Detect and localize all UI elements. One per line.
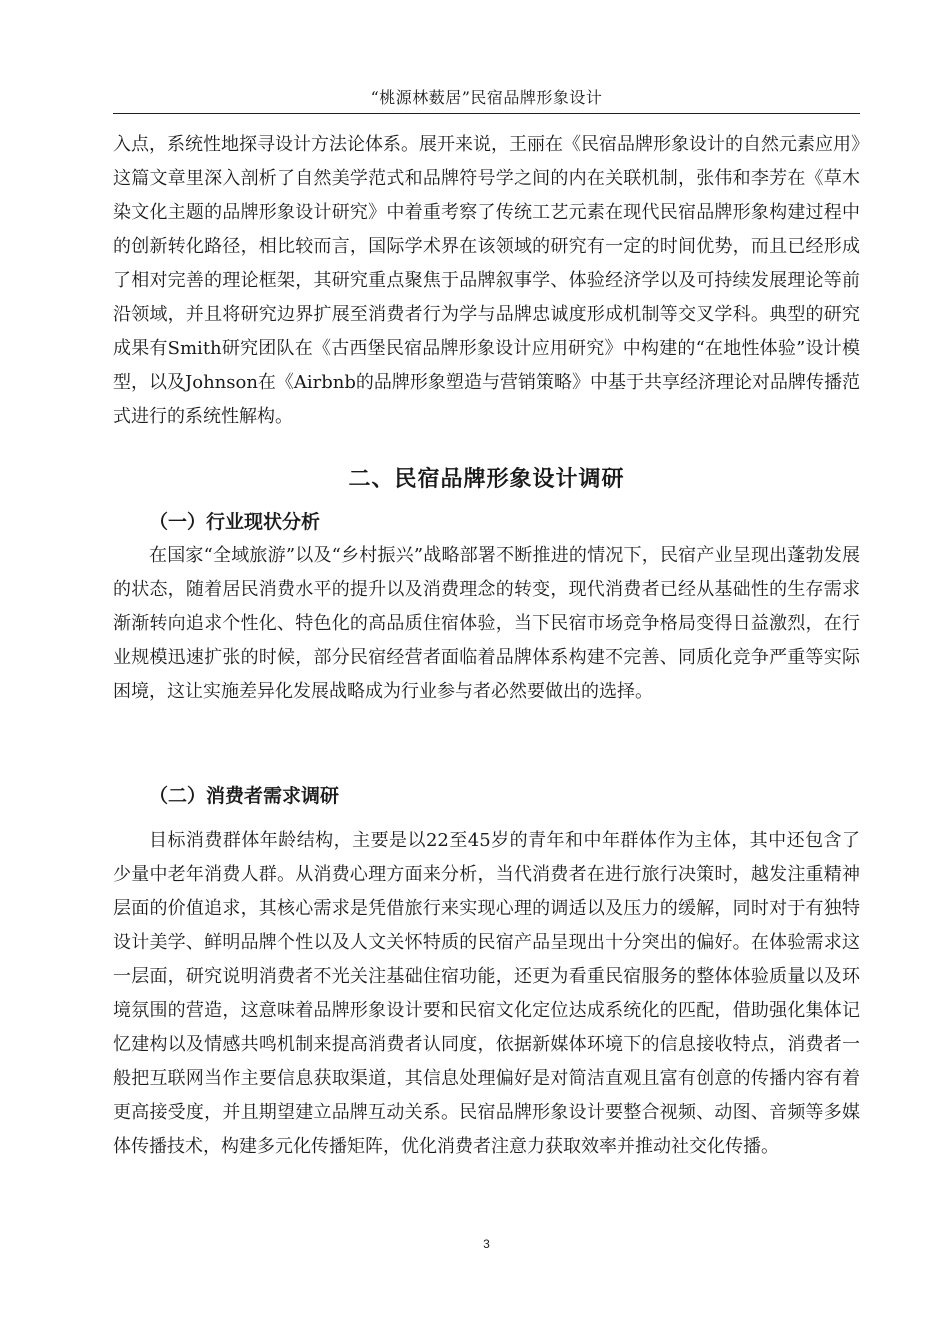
intro-paragraph: 入点，系统性地探寻设计方法论体系。展开来说，王丽在《民宿品牌形象设计的自然元素应用》这篇文章里深入剖析了自然美学范式和品牌符号学之间的内在关联机制，张伟和李芳在《草木染文化主题的品牌形象设计研究》中着重考察了传统工艺元素在现代民宿品牌形象构建过程中的创新转化路径，相比较而言，国际学术界在该领域的研究有一定的时间优势，而且已经形成了相对完善的理论框架，其研究重点聚焦于品牌叙事学、体验经济学以及可持续发展理论等前沿领域，并且将研究边界扩展至消费者行为学与品牌忠诚度形成机制等交叉学科。典型的研究成果有Smith研究团队在《古西堡民宿品牌形象设计应用研究》中构建的“在地性体验”设计模型，以及Johnson在《Airbnb的品牌形象塑造与营销策略》中基于共享经济理论对品牌传播范式进行的系统性解构。: [113, 134, 860, 427]
page-number: 3: [483, 1237, 490, 1251]
running-header-title: “桃源林薮居”民宿品牌形象设计: [370, 88, 603, 107]
subsection-heading-industry: （一）行业现状分析: [149, 511, 321, 533]
section-heading: 二、民宿品牌形象设计调研: [348, 467, 625, 492]
consumer-research-paragraph: 目标消费群体年龄结构，主要是以22至45岁的青年和中年群体作为主体，其中还包含了少量中老年消费人群。从消费心理方面来分析，当代消费者在进行旅行决策时，越发注重精神层面的价值追求，其核心需求是凭借旅行来实现心理的调适以及压力的缓解，同时对于有独特设计美学、鲜明品牌个性以及人文关怀特质的民宿产品呈现出十分突出的偏好。在体验需求这一层面，研究说明消费者不光关注基础住宿功能，还更为看重民宿服务的整体体验质量以及环境氛围的营造，这意味着品牌形象设计要和民宿文化定位达成系统化的匹配，借助强化集体记忆建构以及情感共鸣机制来提高消费者认同度，依据新媒体环境下的信息接收特点，消费者一般把互联网当作主要信息获取渠道，其信息处理偏好是对简洁直观且富有创意的传播内容有着更高接受度，并且期望建立品牌互动关系。民宿品牌形象设计要整合视频、动图、音频等多媒体传播技术，构建多元化传播矩阵，优化消费者注意力获取效率并推动社交化传播。: [113, 830, 860, 1157]
subsection-heading-consumer: （二）消费者需求调研: [149, 785, 340, 807]
industry-analysis-paragraph: 在国家“全域旅游”以及“乡村振兴”战略部署不断推进的情况下，民宿产业呈现出蓬勃发展的状态，随着居民消费水平的提升以及消费理念的转变，现代消费者已经从基础性的生存需求渐渐转向追求个性化、特色化的高品质住宿体验，当下民宿市场竞争格局变得日益激烈，在行业规模迅速扩张的时候，部分民宿经营者面临着品牌体系构建不完善、同质化竞争严重等实际困境，这让实施差异化发展战略成为行业参与者必然要做出的选择。: [113, 545, 860, 702]
header-divider: [113, 113, 860, 114]
